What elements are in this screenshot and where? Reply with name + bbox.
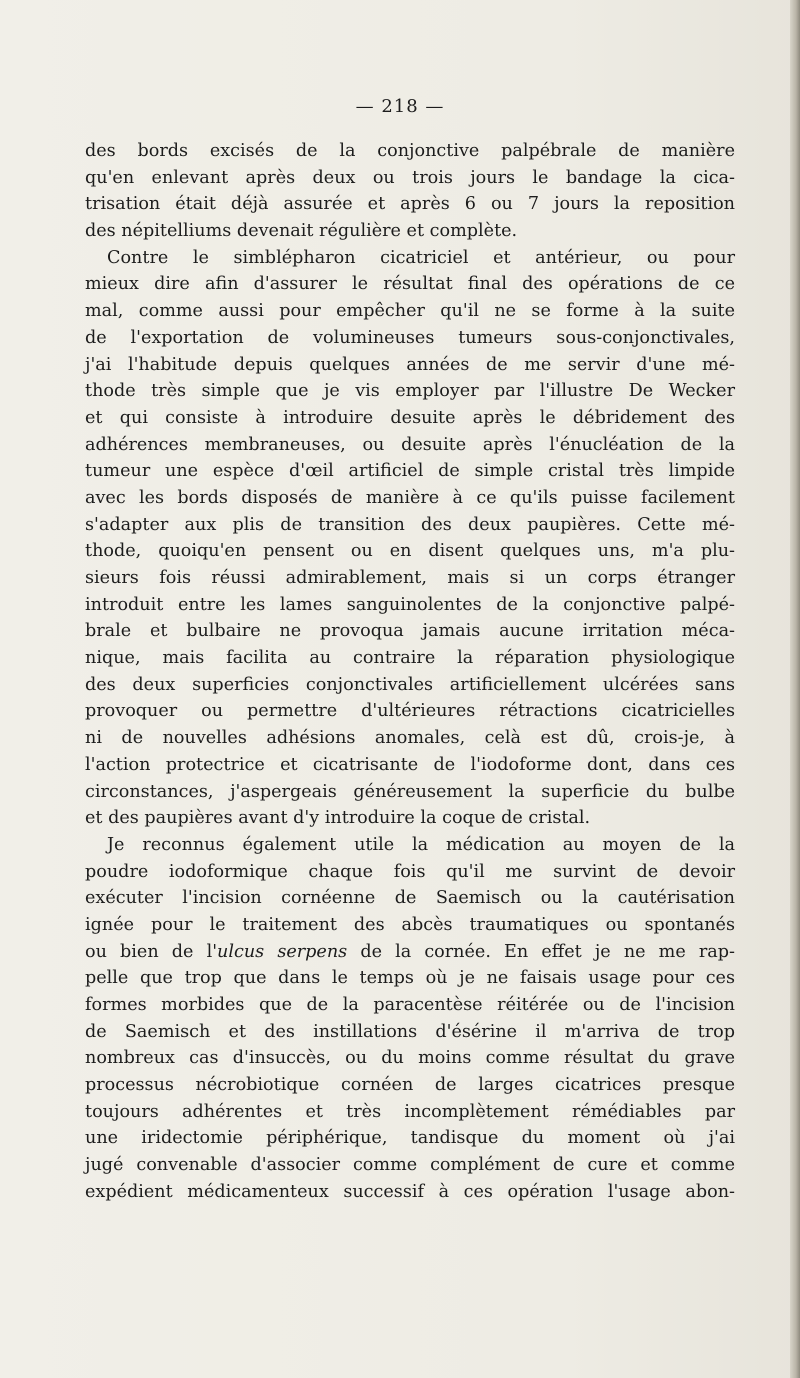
text-line: adhérences membraneuses, ou desuite après l'énucléation de la xyxy=(85,434,735,455)
text-line: nombreux cas d'insuccès, ou du moins comme résultat du grave xyxy=(85,1048,735,1069)
text-line: pelle que trop que dans le temps où je ne faisais usage pour ces xyxy=(85,968,735,989)
text-line: avec les bords disposés de manière à ce qu'ils puisse facilement xyxy=(85,487,735,508)
text-line: ignée pour le traitement des abcès traumatiques ou spontanés xyxy=(85,914,735,935)
text-line: de l'exportation de volumineuses tumeurs sous-conjonctivales, xyxy=(85,327,735,348)
text-line: des deux superficies conjonctivales artificiellement ulcérées sans xyxy=(85,674,735,695)
text-line-with-italic xyxy=(85,939,735,966)
text-line: circonstances, j'aspergeais généreusement la superficie du bulbe xyxy=(85,781,735,802)
page-edge-shadow xyxy=(790,0,800,1378)
page-number: — 218 — xyxy=(355,96,445,117)
text-line: thode très simple que je vis employer par l'illustre De Wecker xyxy=(85,381,735,402)
text-line: trisation était déjà assurée et après 6 ou 7 jours la reposition xyxy=(85,194,735,215)
text-line: mal, comme aussi pour empêcher qu'il ne se forme à la suite xyxy=(85,301,735,322)
text-line: toujours adhérentes et très incomplètement rémédiables par xyxy=(85,1101,735,1122)
text-line: thode, quoiqu'en pensent ou en disent quelques uns, m'a plu- xyxy=(85,541,735,562)
text-line: qu'en enlevant après deux ou trois jours le bandage la cica- xyxy=(85,167,735,188)
text-line: une iridectomie périphérique, tandisque du moment où j'ai xyxy=(85,1128,735,1149)
text-segment: de la cornée. En effet je ne me rap- xyxy=(347,941,735,962)
text-line: s'adapter aux plis de transition des deux paupières. Cette mé- xyxy=(85,514,735,535)
text-line: jugé convenable d'associer comme complément de cure et comme xyxy=(85,1155,735,1176)
text-line: mieux dire afin d'assurer le résultat final des opérations de ce xyxy=(85,274,735,295)
body-text xyxy=(85,138,735,1206)
text-line: formes morbides que de la paracentèse réitérée ou de l'incision xyxy=(85,995,735,1015)
text-line: j'ai l'habitude depuis quelques années de me servir d'une mé- xyxy=(85,354,735,375)
text-line: l'action protectrice et cicatrisante de l'iodoforme dont, dans ces xyxy=(85,754,735,775)
text-line: Contre le simblépharon cicatriciel et antérieur, ou pour xyxy=(107,247,735,268)
text-line: introduit entre les lames sanguinolentes de la conjonctive palpé- xyxy=(85,594,735,615)
text-line: de Saemisch et des instillations d'ésérine il m'arriva de trop xyxy=(85,1021,735,1042)
italic-term: ulcus serpens xyxy=(217,941,348,962)
text-line: des népitelliums devenait régulière et complète. xyxy=(85,221,518,242)
text-line: des bords excisés de la conjonctive palpébrale de manière xyxy=(85,141,735,161)
text-line: exécuter l'incision cornéenne de Saemisch ou la cautérisation xyxy=(85,888,735,909)
text-line: Je reconnus également utile la médication au moyen de la xyxy=(107,834,735,855)
text-line: tumeur une espèce d'œil artificiel de simple cristal très limpide xyxy=(85,461,735,482)
text-line: sieurs fois réussi admirablement, mais si un corps étranger xyxy=(85,568,735,588)
text-line: nique, mais facilita au contraire la réparation physiologique xyxy=(85,648,735,669)
text-line: poudre iodoformique chaque fois qu'il me survint de devoir xyxy=(85,861,735,882)
text-line: expédient médicamenteux successif à ces opération l'usage abon- xyxy=(85,1181,735,1202)
text-line: brale et bulbaire ne provoqua jamais aucune irritation méca- xyxy=(85,621,735,642)
text-line: processus nécrobiotique cornéen de larges cicatrices presque xyxy=(85,1075,735,1096)
text-line: et des paupières avant d'y introduire la coque de cristal. xyxy=(85,808,591,829)
text-line: provoquer ou permettre d'ultérieures rétractions cicatricielles xyxy=(85,701,735,722)
text-segment: ou bien de l' xyxy=(85,941,218,962)
text-line: ni de nouvelles adhésions anomales, celà est dû, crois-je, à xyxy=(85,728,735,749)
text-line: et qui consiste à introduire desuite après le débridement des xyxy=(85,407,735,428)
